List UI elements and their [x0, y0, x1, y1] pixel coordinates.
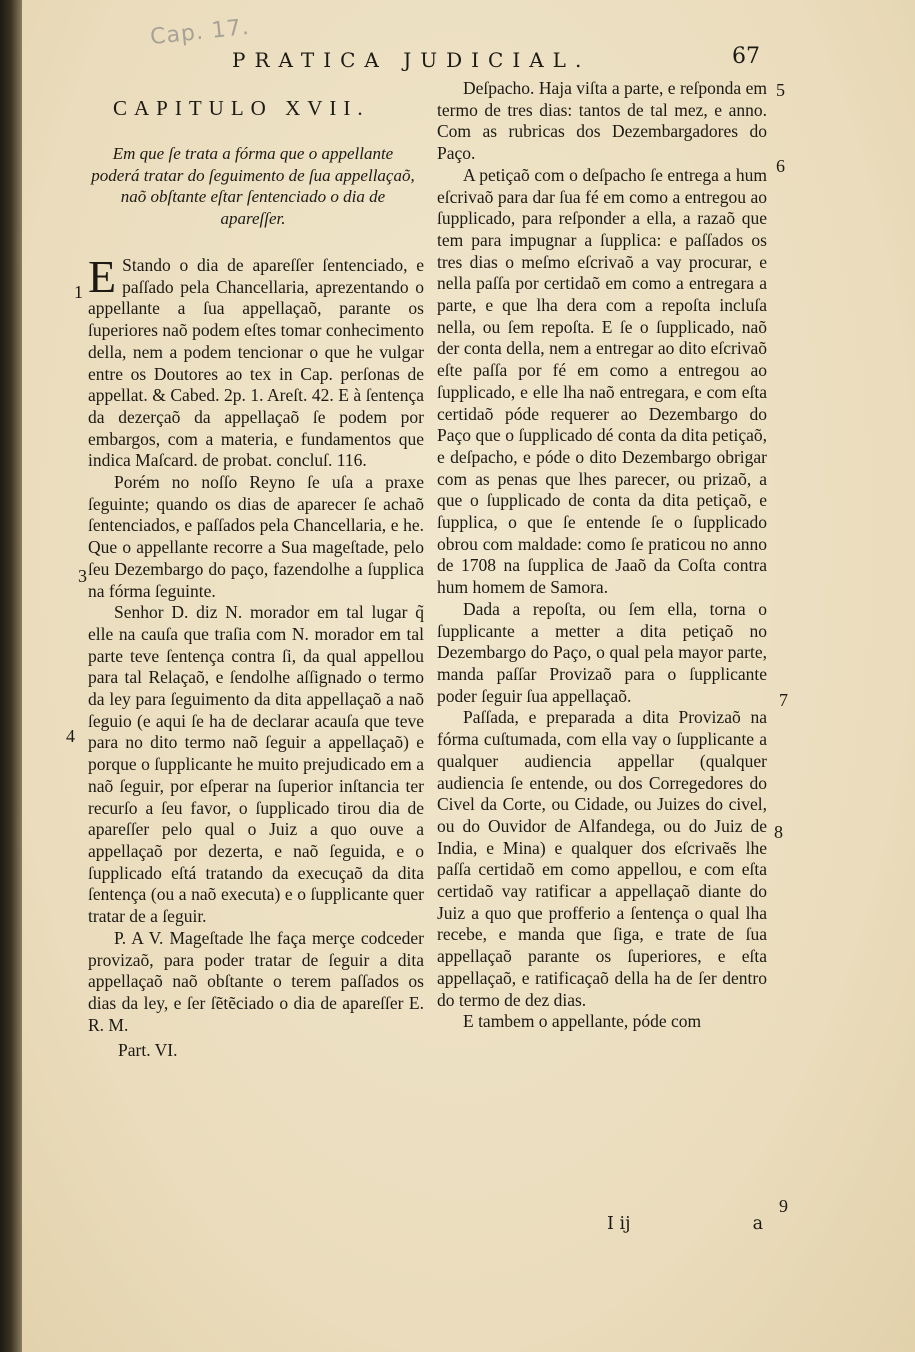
margin-number-4: 4 — [66, 726, 75, 746]
paragraph-appellante: E tambem o appellante, póde com — [463, 1011, 702, 1032]
chapter-title: CAPITULO XVII. — [113, 96, 370, 120]
footer-right — [437, 1214, 777, 1234]
paragraph-3: Porém no noſſo Reyno ſe uſa a praxe ſeguinte; quando os dias de aparecer ſe achaõ ſentenciados, e paſſados pela Chancellaria, e he. Que o appellante recorre a Sua mageſtade, pelo ſeu Dezembargo do paço, fazendolhe a ſupplica na fórma ſeguinte. — [88, 472, 424, 601]
catchword: a — [752, 1214, 763, 1234]
margin-number-8: 8 — [774, 822, 783, 842]
paragraph-provisao: Paſſada, e preparada a dita Provizaõ na fórma cuſtumada, com ella vay o ſupplicante a qualquer audiencia appellar (qualquer audiencia ſe entende, ou dos Corregedores do Civel da Corte, ou Cidade, ou Juizes do civel, ou do Ouvidor de Alfandega, ou do Juiz de India, e Mina) e qualquer dos eſcrivaẽs lhe paſſa certidaõ em como appellou, e com eſta certidaõ vay ratificar a appellaçaõ diante do Juiz a quo que profferio a ſentença o qual lha recebe, e manda que ſiga, e trate de ſua appellaçaõ parante os ſuperiores, e eſta appellaçaõ, e ratificaçaõ della ha de ſer dentro do termo de dez dias. — [437, 707, 767, 1010]
margin-number-5: 5 — [776, 80, 785, 100]
chapter-summary: Em que ſe trata a fórma que o appellante poderá tratar do ſeguimento de ſua appellaçaõ, naõ obſtante eſtar ſentenciado o dia de apareſſer. — [91, 144, 415, 228]
margin-number-9: 9 — [779, 1196, 788, 1216]
paragraph-resposta: Dada a repoſta, ou ſem ella, torna o ſupplicante a metter a dita petiçaõ no Dezembargo do Paço, o qual pela mayor parte, manda paſſar Provizaõ para o ſupplicante poder ſeguir ſua appellaçaõ. — [437, 598, 767, 706]
page-number: 67 — [732, 44, 760, 69]
footer-left — [88, 1040, 424, 1061]
drop-cap: E — [88, 251, 117, 302]
binding-gutter — [0, 0, 22, 1352]
paragraph-4: Senhor D. diz N. morador em tal lugar q̃ elle na cauſa que traſia com N. morador em tal parte teve ſentença contra ſi, da qual appellou para tal Relaçaõ, e ſendolhe aſſignado o termo da ley para ſeguimento da dita appellaçaõ a naõ ſeguio (e aqui ſe ha de declarar acauſa que teve para no dito termo naõ ſeguir a appellaçaõ) e porque o ſupplicante he muito prejudicado em a naõ ſeguir, por eſperar na ſuperior inſtancia ter recurſo a ſeu favor, o ſupplicado tirou dia de apareſſer pelo qual o Juiz a quo ouve a appellaçaõ por dezerta, e naõ ſeguida, e o ſupplicado eſtá tratando da execuçaõ da dita ſentença (ou a naõ executa) e o ſupplicante quer tratar de a ſeguir. — [88, 602, 424, 927]
running-head: PRATICA JUDICIAL. — [232, 48, 591, 72]
margin-number-3: 3 — [78, 566, 87, 586]
margin-number-1: 1 — [74, 282, 83, 302]
margin-number-7: 7 — [779, 690, 788, 710]
paragraph-1: E Stando o dia de apareſſer ſentenciado, e paſſado pela Chancellaria, aprezentando o appellante a ſua appellaçaõ, parante os ſuperiores naõ podem eſtes tomar conhecimento della, nem a podem tencionar o que he vulgar entre os Doutores ao tex in Cap. perſonas de appellat. & Cabed. 2p. 1. Areſt. 42. E à ſentença da dezerçaõ da appellaçaõ ſe podem por embargos, com a materia, e fundamentos que indica Maſcard. de probat. concluſ. 116. — [88, 251, 424, 471]
paragraph-despacho: Deſpacho. Haja viſta a parte, e reſponda em termo de tres dias: tantos de tal mez, e anno. Com as rubricas dos Dezembargadores do Paço. — [437, 78, 767, 164]
pencil-annotation: Cap. 17. — [148, 14, 251, 51]
left-column — [88, 96, 424, 1061]
paragraph-peticao: A petiçaõ com o deſpacho ſe entrega a hum eſcrivaõ para dar ſua fé em como a entregou ao ſupplicado, para reſponder a ella, a razaõ que tem para impugnar a ſupplica: e paſſados os tres dias o meſmo eſcrivaõ a vay procurar, e nella paſſa por certidaõ em como a entregara a parte, e que lha dera com a repoſta incluſa nella, ou ſem repoſta. E ſe o ſupplicado, naõ der conta della, nem a entregar ao dito eſcrivaõ eſte paſſa por fé em como a entregou ao ſupplicado, e elle lha naõ entregara, e com eſta certidaõ póde requerer ao Dezembargo do Paço que o ſupplicado dé conta da dita petiçaõ, e deſpacho, e póde o dito Dezembargo obrigar com as penas que lhes parecer, ou prizaõ, a que o ſupplicado de conta da dita petiçaõ, e ſupplica, o que ſe entende ſe o ſupplicado obrou com maldade: como ſe praticou no anno de 1708 na ſupplica de Jaaõ da Coſta contra hum homem de Samora. — [437, 164, 767, 598]
signature-mark: I ij — [607, 1214, 631, 1234]
paragraph-petition-closing: P. A V. Mageſtade lhe faça merçe codceder provizaõ, para poder tratar de ſeguir a dita appellaçaõ naõ obſtante o terem paſſados os dias da ley, e ſer ſẽtẽciado o dia de apareſſer E. R. M. — [88, 927, 424, 1035]
right-column — [437, 78, 767, 1033]
part-label: Part. VI. — [118, 1040, 178, 1061]
margin-number-6: 6 — [776, 156, 785, 176]
